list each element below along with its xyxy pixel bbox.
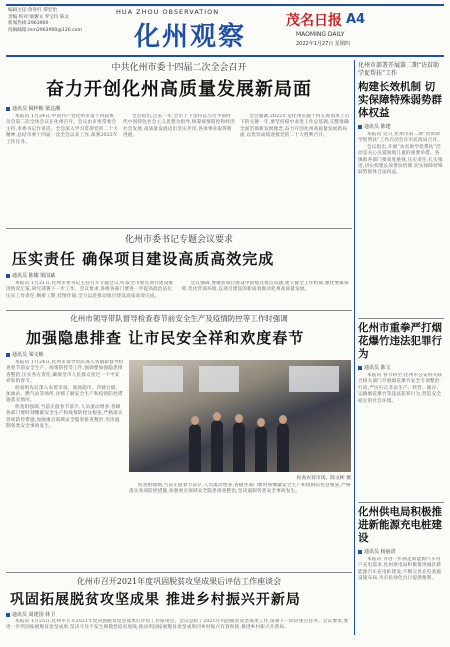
- lead-headline: 奋力开创化州高质量发展新局面: [46, 79, 312, 100]
- paragraph: 全会指出,过去一年,全市上下坚持以习近平新时代中国特色社会主义思想为指导,统筹疫情防控和经济社会发展,高质量发展迈出坚实步伐,各项事业取得新进展。: [123, 114, 235, 139]
- paragraph: 全会强调,2022年是化州实施十四五规划承上启下的关键一年,要坚持稳中求进工作总基调,完整准确全面贯彻新发展理念,奋力开创化州高质量发展新局面,以优异成绩迎接党的二十大胜利召开。: [240, 114, 350, 139]
- masthead-credits: [8, 8, 88, 34]
- section-divider: [6, 228, 352, 229]
- third-photo-block: [129, 360, 351, 563]
- paragraph: 本报讯 1月25日,化州市召开2021年度巩固脱贫攻坚成果后评估工作座谈会。会议总结了2021年巩固脱贫攻坚成果工作,部署下一阶段重点任务。会议要求,要进一步巩固拓展脱贫攻坚成果,坚决守住不发生规模性返贫底线,推动巩固拓展脱贫攻坚成果同乡村振兴有效衔接,推进乡村振兴开新局。: [6, 619, 349, 631]
- credit-line: 投稿邮箱:mm2963900@126.com: [8, 27, 82, 33]
- paragraph: 本报讯 近日,化州市第二期“访贫助学促帮扶”工作启动会在市民政局召开。: [358, 132, 443, 144]
- side3-headline: 化州供电局积极推进新能源充电桩建设: [358, 506, 442, 544]
- credit-line: 编辑主任:余喜红 谭宏怡: [8, 8, 57, 13]
- credit-line: 新闻热线:2963900: [8, 21, 49, 26]
- credit-line: 责编 校对:梁耀文 罗宝玲 陈文: [8, 14, 70, 20]
- lead-byline: [6, 105, 352, 112]
- third-kicker: 化州市领导带队督导检查春节前安全生产及疫情防控等工作时强调: [70, 314, 288, 323]
- side1-kicker: 化州市部署开展第二期“访贫助学促帮扶”工作: [358, 62, 440, 77]
- fourth-kicker: 化州市召开2021年度巩固脱贫攻坚成果后评估工作座谈会: [76, 577, 282, 586]
- side-article-2: [358, 322, 444, 523]
- bullet-square-icon: [6, 353, 10, 357]
- issue-date: 2022年1月27日 星期四: [296, 41, 350, 47]
- photo-person-head: [191, 416, 199, 425]
- third-byline: [6, 351, 352, 358]
- byline-text: 通讯员 陈文: [364, 365, 391, 371]
- third-headline: 加强隐患排查 让市民安全祥和欢度春节: [26, 329, 305, 347]
- side2-headline: 化州市重拳严打烟花爆竹违法犯罪行为: [358, 322, 442, 360]
- bullet-square-icon: [6, 107, 10, 111]
- second-headline: 压实责任 确保项目建设高质高效完成: [12, 250, 275, 268]
- photo-person: [211, 420, 223, 472]
- section-divider: [6, 310, 352, 311]
- paragraph: 检查组强调,当前正值春节前夕,人员流动增多,各级各部门要时刻绷紧安全生产和疫情防控这根弦,严格落实各项防控措施,加强重点领域安全隐患排查整治,坚决遏制各类安全事故发生。: [6, 404, 123, 430]
- bullet-square-icon: [358, 125, 362, 129]
- page-number: A4: [346, 12, 366, 27]
- section-divider: [358, 318, 444, 319]
- paper-logo: 茂名日报: [286, 13, 342, 29]
- column-divider: [354, 60, 355, 635]
- paper-latin-name: MAOMING DAILY: [296, 31, 345, 38]
- third-article: [6, 313, 352, 563]
- section-title: 化州观察: [134, 22, 247, 52]
- paragraph: 会议指出,开展“访贫助学促帮扶”活动是关心关爱困境儿童的重要举措。各镇街各部门要高度重视,压实责任,扎实推进,切实构建长效帮扶机制,切实保障特殊弱势群体合法权益。: [358, 144, 443, 176]
- paragraph: 本报讯 春节将至,化州市公安机关联合相关部门开展烟花爆竹安全专项整治行动,严厉打击非法生产、经营、储存、运输烟花爆竹等违法犯罪行为,营造安全稳定的社会环境。: [358, 373, 443, 404]
- side1-body: [358, 132, 444, 308]
- second-byline: [6, 272, 352, 279]
- lead-body: [6, 114, 352, 232]
- side2-body: [358, 373, 444, 523]
- second-kicker: 化州市委书记专题会议要求: [124, 235, 233, 245]
- photo-person-head: [213, 412, 221, 421]
- photo-person: [277, 423, 289, 472]
- photo-window: [289, 366, 339, 392]
- byline-text: 通讯员 梁文彬: [12, 352, 44, 358]
- bullet-square-icon: [6, 613, 10, 617]
- masthead: [6, 4, 444, 54]
- side3-body: [358, 557, 444, 647]
- third-body-continued: [129, 483, 351, 563]
- photo-person: [255, 426, 267, 472]
- section-divider: [358, 502, 444, 503]
- photo-person: [189, 424, 201, 472]
- inspection-photo: [129, 360, 351, 472]
- photo-person-head: [235, 414, 243, 423]
- photo-window: [199, 366, 239, 392]
- fourth-body: [6, 619, 352, 639]
- section-divider: [6, 572, 352, 573]
- third-content: [6, 360, 352, 563]
- paragraph: 本报讯 1月24日,化州市领导带队深入各镇街督导检查春节前安全生产、疫情防控等工作,强调要加强隐患排查整治,压实各方责任,确保全市人民群众度过一个平安祥和的春节。: [6, 360, 124, 385]
- byline-text: 通讯员 陈耀 梁国斌: [12, 273, 56, 279]
- fourth-headline: 巩固拓展脱贫攻坚成果 推进乡村振兴开新局: [10, 592, 301, 608]
- bullet-square-icon: [358, 366, 362, 370]
- byline-text: 通讯员 陈建: [364, 124, 391, 130]
- masthead-rule: [6, 55, 444, 57]
- byline-text: 通讯员 杨丽清: [364, 549, 396, 555]
- side-article-1: [358, 62, 444, 308]
- paragraph: 本报讯 1月24日,中国共产党化州市第十四届委员会第二次全体会议在化州召开。会议由市委常委会主持,市委书记作讲话。全会深入学习贯彻党的二十大精神,总结市委十四届一次全会以来工作,部署2022年工作任务。: [6, 114, 118, 145]
- fourth-byline: [6, 611, 352, 618]
- byline-text: 通讯员 揭梓彬 梁达潮: [12, 106, 61, 112]
- paragraph: 本报讯 为进一步满足新能源汽车用户充电需求,化州供电局积极推进城区新能源汽车充电桩建设,不断完善充电基础设施布局,为市民绿色出行提供便利。: [358, 557, 442, 582]
- side2-byline: [358, 364, 444, 371]
- photo-person-head: [279, 415, 287, 424]
- side1-byline: [358, 123, 444, 130]
- paragraph: 检查组先后深入农贸市场、商场超市、冷链仓储、加油站、燃气站等场所,详细了解安全生产和疫情防控措施落实情况。: [6, 385, 123, 404]
- byline-text: 通讯员 周建国 林卫: [12, 612, 56, 618]
- paragraph: 本报讯 1月21日,化州市委书记主持召开专题会议,听取全市重点项目建设推进情况汇报,研究部署下一步工作。会议要求,各级各部门要进一步提高政治站位,压实工作责任,倒排工期,挂图作战,全力以赴推动项目建设高质高效完成。: [6, 281, 174, 299]
- bullet-square-icon: [358, 550, 362, 554]
- side1-headline: 构建长效机制 切实保障特殊弱势群体权益: [358, 81, 442, 119]
- side3-byline: [358, 548, 444, 555]
- masthead-top-rule: [6, 4, 444, 6]
- masthead-latin-title: HUA ZHOU OBSERVATION: [116, 8, 220, 16]
- fourth-article: [6, 576, 352, 639]
- photo-person-head: [257, 418, 265, 427]
- photo-caption: 检查农贸市场。陈文彬 摄: [296, 476, 351, 481]
- lead-article: [6, 60, 352, 232]
- photo-person: [233, 422, 245, 472]
- third-body: [6, 360, 124, 560]
- paragraph: 会议强调,要聚焦项目建设中的堵点难点问题,建立健全工作机制,强化要素保障,优化营商环境,以项目建设的新成效推动化州高质量发展。: [181, 281, 349, 293]
- side-article-3: [358, 506, 444, 647]
- photo-window: [143, 366, 183, 392]
- paragraph: 检查组强调,当前正值春节前夕,人员流动增多,各级各部门要时刻绷紧安全生产和疫情防控这根弦,严格落实各项防控措施,加强重点领域安全隐患排查整治,坚决遏制各类安全事故发生。: [129, 483, 351, 495]
- lead-kicker: 中共化州市委十四届二次全会召开: [111, 63, 247, 73]
- bullet-square-icon: [6, 274, 10, 278]
